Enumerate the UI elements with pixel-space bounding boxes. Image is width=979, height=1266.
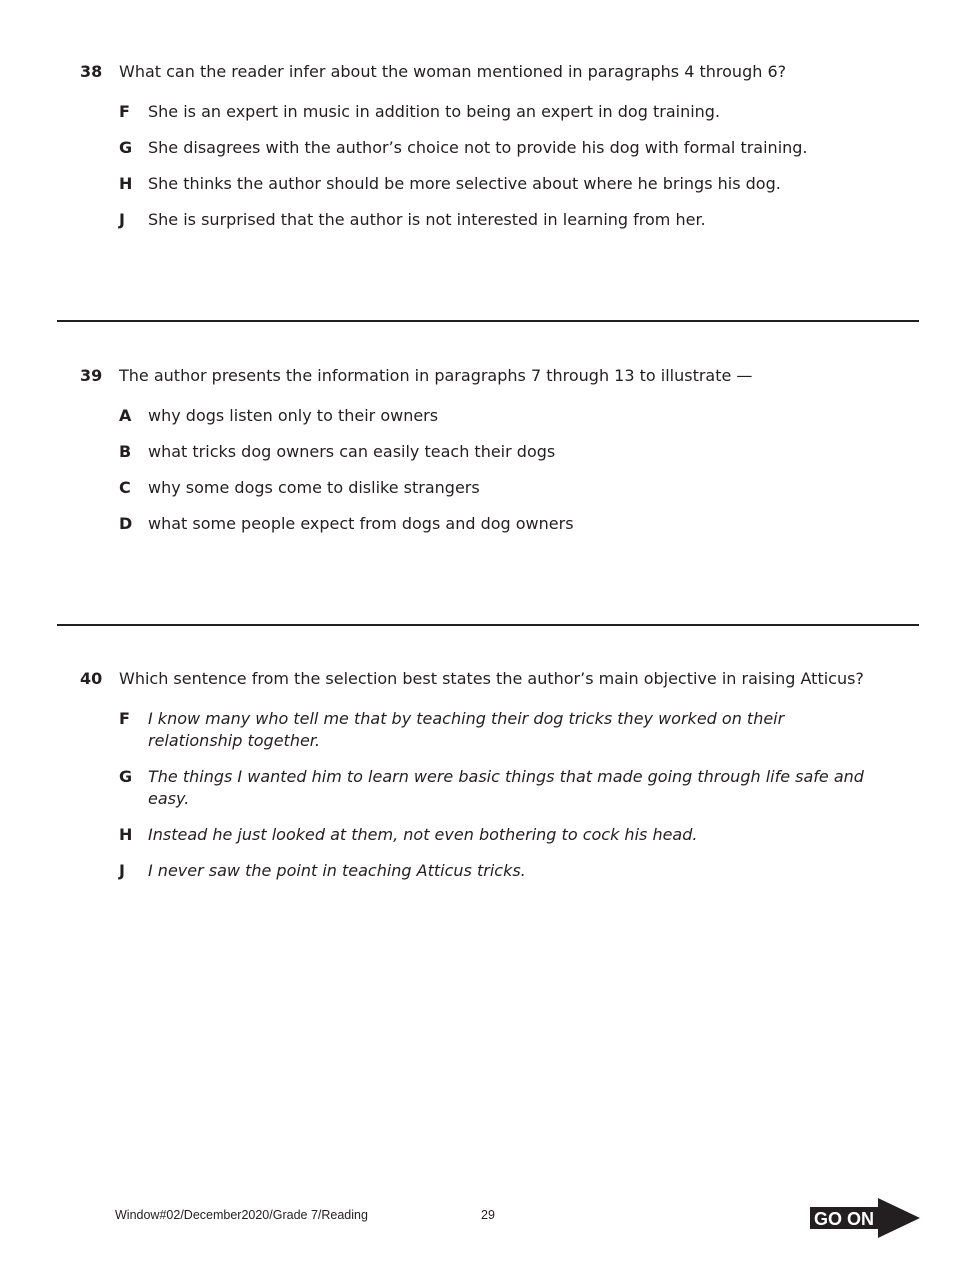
question-stem: The author presents the information in paragraphs 7 through 13 to illustrate — — [119, 366, 753, 385]
option-text: why some dogs come to dislike strangers — [148, 478, 480, 497]
option-text: I never saw the point in teaching Atticus tricks. — [148, 861, 526, 880]
answer-option-b[interactable] — [119, 441, 900, 463]
option-text: She is surprised that the author is not interested in learning from her. — [148, 210, 706, 229]
option-text: She is an expert in music in addition to being an expert in dog training. — [148, 102, 721, 121]
option-letter: G — [119, 767, 133, 786]
option-letter: C — [119, 478, 131, 497]
option-letter: G — [119, 138, 133, 157]
answer-option-f[interactable] — [119, 101, 900, 123]
option-letter: J — [119, 210, 125, 229]
answer-option-g[interactable] — [119, 137, 900, 159]
question-39 — [80, 365, 900, 535]
section-divider — [57, 320, 919, 322]
question-stem: What can the reader infer about the woman mentioned in paragraphs 4 through 6? — [119, 62, 787, 81]
answer-option-a[interactable] — [119, 405, 900, 427]
option-letter: F — [119, 709, 130, 728]
answer-option-h[interactable] — [119, 173, 900, 195]
option-text: She disagrees with the author’s choice not to provide his dog with formal training. — [148, 138, 808, 157]
answer-option-d[interactable] — [119, 513, 900, 535]
footer-source: Window#02/December2020/Grade 7/Reading — [115, 1208, 368, 1222]
question-stem: Which sentence from the selection best states the author’s main objective in raising Atticus? — [119, 669, 864, 688]
question-number: 38 — [80, 62, 103, 81]
option-letter: J — [119, 861, 125, 880]
answer-option-f[interactable] — [119, 708, 900, 752]
section-divider — [57, 624, 919, 626]
option-text: I know many who tell me that by teaching their dog tricks they worked on their relationship together. — [148, 709, 785, 750]
option-letter: A — [119, 406, 132, 425]
option-text: what tricks dog owners can easily teach their dogs — [148, 442, 556, 461]
answer-option-h[interactable] — [119, 824, 900, 846]
option-letter: F — [119, 102, 130, 121]
option-letter: D — [119, 514, 133, 533]
go-on-arrow[interactable] — [810, 1198, 920, 1238]
question-38 — [80, 61, 900, 231]
go-on-label: GO ON — [814, 1209, 875, 1229]
option-letter: H — [119, 825, 133, 844]
question-number: 39 — [80, 366, 103, 385]
option-text: what some people expect from dogs and dog owners — [148, 514, 574, 533]
page-number: 29 — [481, 1208, 495, 1222]
option-letter: B — [119, 442, 132, 461]
answer-option-j[interactable] — [119, 209, 900, 231]
question-40 — [80, 668, 900, 882]
option-letter: H — [119, 174, 133, 193]
option-text: Instead he just looked at them, not even bothering to cock his head. — [148, 825, 698, 844]
answer-option-j[interactable] — [119, 860, 900, 882]
answer-option-g[interactable] — [119, 766, 900, 810]
question-number: 40 — [80, 669, 103, 688]
answer-option-c[interactable] — [119, 477, 900, 499]
option-text: She thinks the author should be more selective about where he brings his dog. — [148, 174, 781, 193]
option-text: The things I wanted him to learn were basic things that made going through life safe and easy. — [148, 767, 864, 808]
option-text: why dogs listen only to their owners — [148, 406, 439, 425]
